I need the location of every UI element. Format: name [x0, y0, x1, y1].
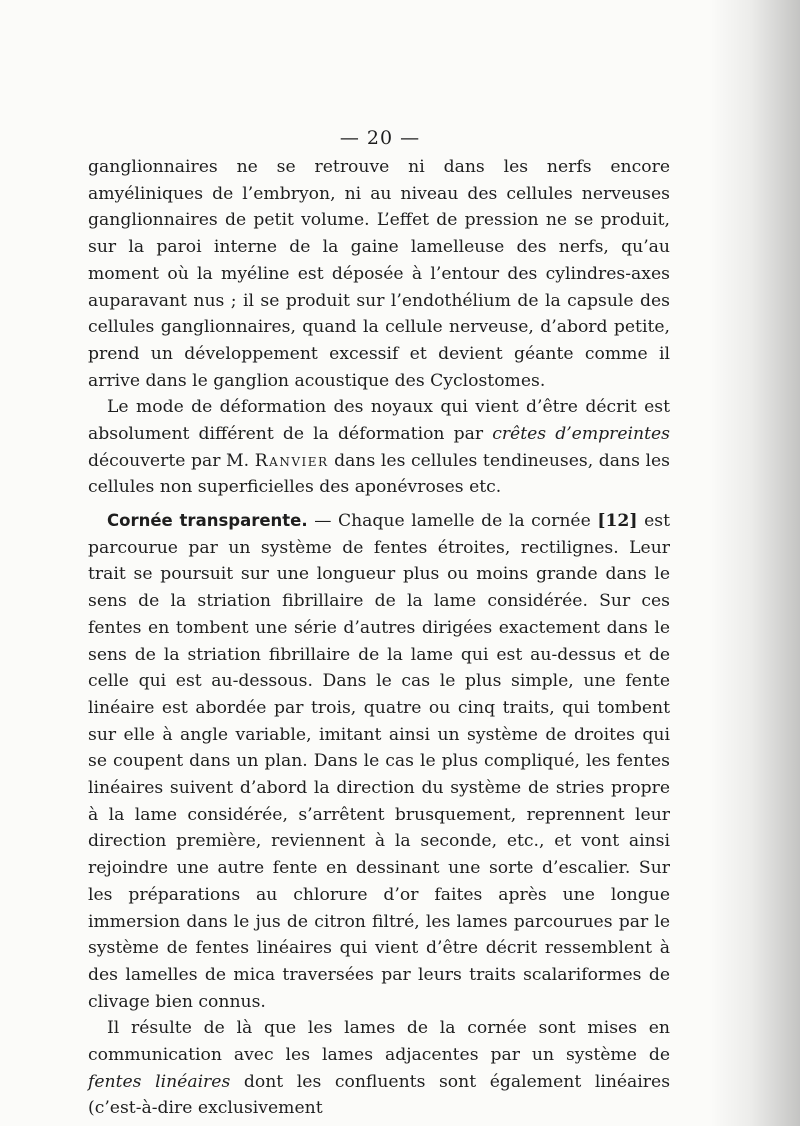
paragraph-text: — Chaque lamelle de la cornée: [314, 511, 591, 531]
section-heading: Cornée transparente.: [107, 511, 308, 530]
paragraph-cornea: [88, 508, 670, 1015]
paragraph-text: est parcourue par un système de fentes étroites, rectilignes. Leur trait se poursuit sur une longueur plus ou moins grande dans le sens de la striation fibrillaire de la lame considérée. Sur ces fentes en tombent une série d’autres dirigées exactement dans le sens de la striation fibrillaire de la lame qui est au-dessus et de celle qui est au-dessous. Dans le cas le plus simple, une fente linéaire est abordée par trois, quatre ou cinq traits, qui tombent sur elle à angle variable, imitant ainsi un système de droites qui se coupent dans un plan. Dans le cas le plus compliqué, les fentes linéaires suivent d’abord la direction du système de stries propre à la lame considérée, s’arrêtent brusquement, reprennent leur direction première, reviennent à la seconde, etc., et vont ainsi rejoindre une autre fente en dessinant une sorte d’escalier. Sur les préparations au chlorure d’or faites après une longue immersion dans le jus de citron filtré, les lames parcourues par le système de fentes linéaires qui vient d’être décrit ressemblent à des lamelles de mica traversées par leurs traits scalariformes de clivage bien connus.: [88, 511, 670, 1012]
paragraph-communication: [88, 1015, 670, 1122]
text-block-cornea: [88, 508, 670, 1122]
paragraph-nuclei-deformation: [88, 394, 670, 501]
page-number: — 20 —: [339, 127, 421, 149]
paragraph-text: découverte par M.: [88, 450, 250, 471]
author-name: Ranvier: [254, 450, 329, 471]
paragraph-text: Le mode de déformation des noyaux qui vient d’être décrit est absolument différent de la déformation par: [88, 397, 670, 445]
paragraph-text: ganglionnaires ne se retrouve ni dans les nerfs encore amyéliniques de l’embryon, ni au niveau des cellules nerveuses ganglionnaires de petit volume. L’effet de pression ne se produit, sur la paroi interne de la gaine lamelleuse des nerfs, qu’au moment où la myéline est déposée à l’entour des cylindres-axes auparavant nus ; il se produit sur l’endothélium de la capsule des cellules ganglionnaires, quand la cellule nerveuse, d’abord petite, prend un développement excessif et devient géante comme il arrive dans le ganglion acoustique des Cyclostomes.: [88, 157, 670, 391]
text-block-top: [88, 154, 670, 501]
reference-number: [12]: [597, 511, 638, 531]
italic-term: fentes linéaires: [88, 1071, 231, 1092]
paragraph-text: dont les confluents sont également linéaires (c’est-à-dire exclusivement: [88, 1071, 671, 1119]
paragraph-continued: [88, 154, 670, 394]
paragraph-text: dans les cellules tendineuses, dans les cellules non superficielles des aponévroses etc.: [88, 450, 670, 498]
paragraph-text: Il résulte de là que les lames de la cornée sont mises en communication avec les lames adjacentes par un système de: [88, 1018, 670, 1066]
page-edge-shadow: [710, 0, 800, 1126]
italic-term: crêtes d’empreintes: [492, 424, 670, 445]
